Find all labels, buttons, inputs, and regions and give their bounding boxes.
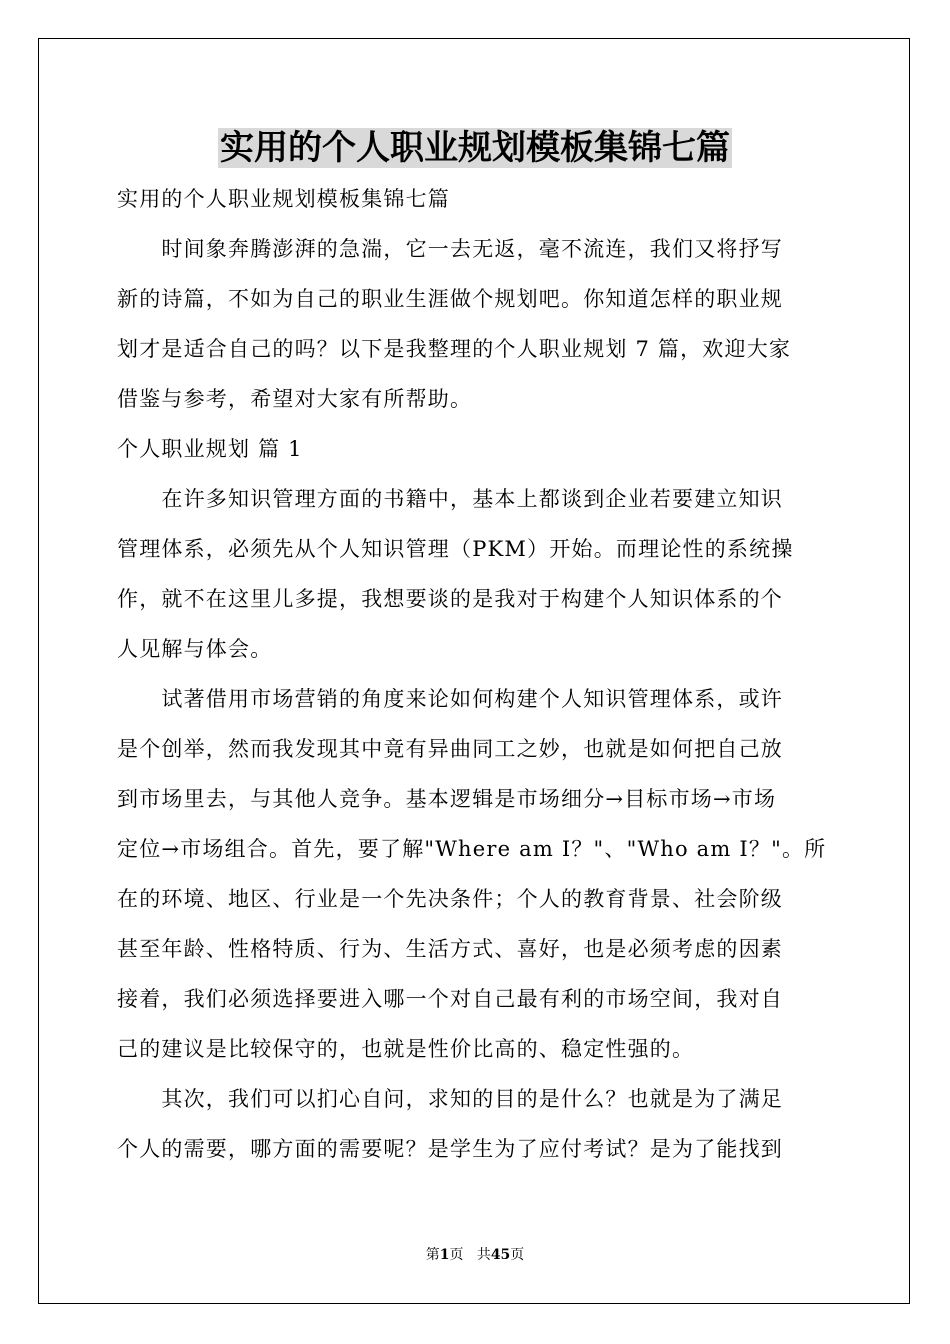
page-number: 1 bbox=[439, 1247, 450, 1263]
text-line: 划才是适合自己的吗？以下是我整理的个人职业规划 7 篇，欢迎大家 bbox=[117, 337, 792, 361]
page-footer bbox=[0, 1246, 950, 1264]
text-line: 个人的需要，哪方面的需要呢？是学生为了应付考试？是为了能找到 bbox=[117, 1137, 783, 1161]
text-line: 甚至年龄、性格特质、行为、生活方式、喜好，也是必须考虑的因素 bbox=[117, 937, 783, 961]
text-line: 试著借用市场营销的角度来论如何构建个人知识管理体系，或许 bbox=[117, 687, 783, 711]
text-line: 其次，我们可以扪心自问，求知的目的是什么？也就是为了满足 bbox=[117, 1087, 783, 1111]
total-pages: 45 bbox=[490, 1247, 511, 1263]
document-title bbox=[0, 126, 950, 170]
text-line: 时间象奔腾澎湃的急湍，它一去无返，毫不流连，我们又将抒写 bbox=[117, 237, 783, 261]
text-line: 到市场里去，与其他人竞争。基本逻辑是市场细分→目标市场→市场 bbox=[117, 787, 777, 811]
text-line: 人见解与体会。 bbox=[117, 637, 273, 661]
text-line: 定位→市场组合。首先，要了解"Where am I？"、"Who am I？"。所 bbox=[117, 837, 827, 861]
text-line: 接着，我们必须选择要进入哪一个对自己最有利的市场空间，我对自 bbox=[117, 987, 783, 1011]
text-line: 在的环境、地区、行业是一个先决条件；个人的教育背景、社会阶级 bbox=[117, 887, 783, 911]
document-title-text: 实用的个人职业规划模板集锦七篇 bbox=[220, 128, 730, 168]
page-prefix: 第 bbox=[425, 1247, 440, 1263]
text-line: 借鉴与参考，希望对大家有所帮助。 bbox=[117, 387, 473, 411]
text-line: 是个创举，然而我发现其中竟有异曲同工之妙，也就是如何把自己放 bbox=[117, 737, 783, 761]
page-border bbox=[38, 38, 910, 1304]
text-line: 在许多知识管理方面的书籍中，基本上都谈到企业若要建立知识 bbox=[117, 487, 783, 511]
total-prefix: 共 bbox=[476, 1247, 491, 1263]
section-heading: 个人职业规划 篇 1 bbox=[117, 437, 303, 461]
total-suffix: 页 bbox=[510, 1247, 525, 1263]
text-line: 实用的个人职业规划模板集锦七篇 bbox=[117, 187, 450, 211]
text-line: 作，就不在这里儿多提，我想要谈的是我对于构建个人知识体系的个 bbox=[117, 587, 783, 611]
text-line: 己的建议是比较保守的，也就是性价比高的、稳定性强的。 bbox=[117, 1037, 695, 1061]
text-line: 新的诗篇，不如为自己的职业生涯做个规划吧。你知道怎样的职业规 bbox=[117, 287, 783, 311]
page-suffix: 页 bbox=[449, 1247, 464, 1263]
text-line: 管理体系，必须先从个人知识管理（PKM）开始。而理论性的系统操 bbox=[117, 537, 794, 561]
